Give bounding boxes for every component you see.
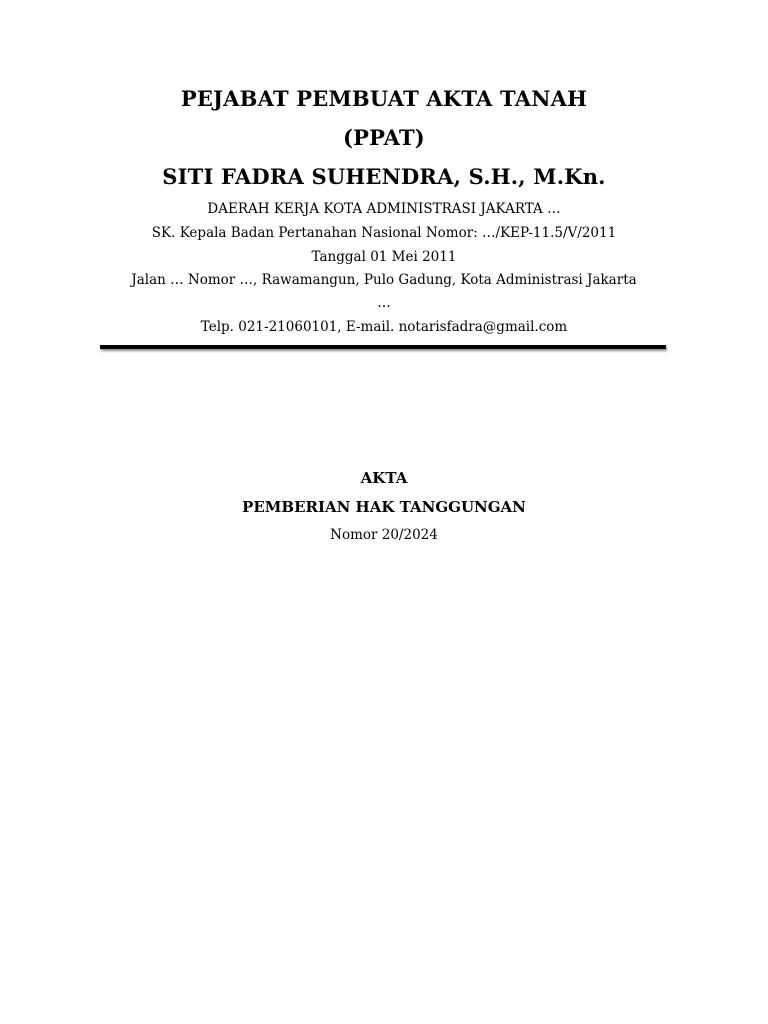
deed-subheading: PEMBERIAN HAK TANGGUNGAN — [242, 498, 526, 516]
letterhead-divider — [100, 345, 666, 349]
letterhead-title-line2: (PPAT) — [343, 125, 425, 150]
letterhead-contact: Telp. 021-21060101, E-mail. notarisfadra@gmail.com — [200, 319, 568, 335]
letterhead-name: SITI FADRA SUHENDRA, S.H., M.Kn. — [162, 164, 606, 189]
letterhead-decree: SK. Kepala Badan Pertanahan Nasional Nomor: …/KEP-11.5/V/2011 — [151, 225, 617, 241]
letterhead-address-line2: … — [377, 295, 391, 311]
letterhead-title-line1: PEJABAT PEMBUAT AKTA TANAH — [180, 86, 588, 111]
letterhead-area: DAERAH KERJA KOTA ADMINISTRASI JAKARTA … — [207, 201, 561, 217]
letterhead-date: Tanggal 01 Mei 2011 — [311, 249, 457, 265]
deed-heading: AKTA — [360, 469, 408, 487]
deed-number: Nomor 20/2024 — [330, 527, 438, 543]
letterhead-address-line1: Jalan … Nomor …, Rawamangun, Pulo Gadung, Kota Administrasi Jakarta — [131, 272, 637, 288]
